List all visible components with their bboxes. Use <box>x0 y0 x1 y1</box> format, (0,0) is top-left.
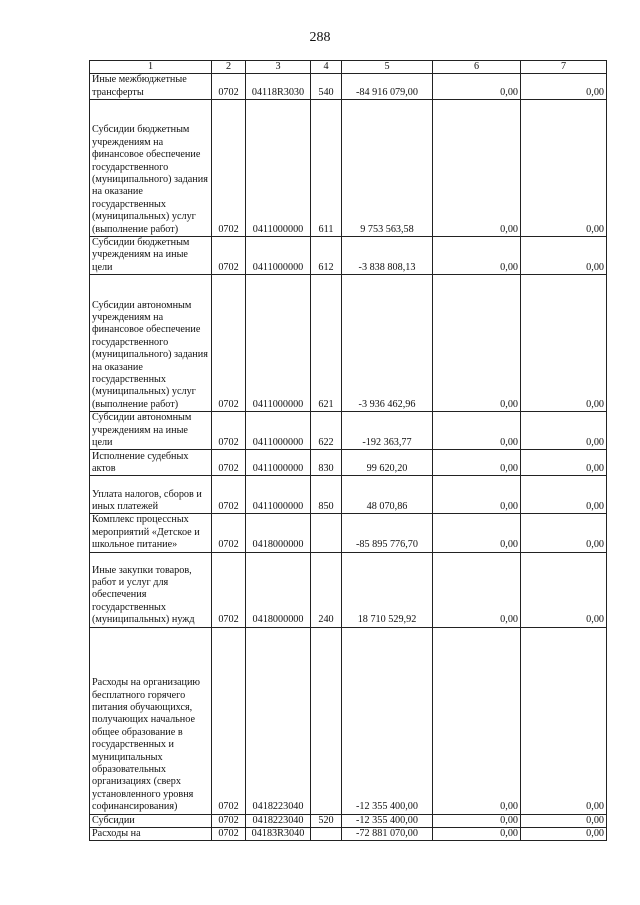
row-type <box>311 514 342 552</box>
row-value-7: 0,00 <box>521 514 607 552</box>
row-name: Субсидии автономным учреждениям на финансовое обеспечение государственного (муниципального) задания на оказание государственных (муниципальных) услуг (выполнение работ) <box>90 275 212 412</box>
row-code: 0418223040 <box>246 814 311 827</box>
row-type: 850 <box>311 476 342 514</box>
row-code: 0411000000 <box>246 275 311 412</box>
row-section: 0702 <box>212 100 246 237</box>
column-header: 2 <box>212 61 246 74</box>
row-value-5: -12 355 400,00 <box>342 814 433 827</box>
row-code: 0411000000 <box>246 412 311 450</box>
column-header: 7 <box>521 61 607 74</box>
row-section: 0702 <box>212 74 246 100</box>
row-value-6: 0,00 <box>433 552 521 627</box>
row-value-5: -12 355 400,00 <box>342 627 433 814</box>
header-row <box>90 61 607 74</box>
row-value-5: -192 363,77 <box>342 412 433 450</box>
row-value-5: -72 881 070,00 <box>342 828 433 841</box>
table-row <box>90 814 607 827</box>
row-section: 0702 <box>212 814 246 827</box>
table-row <box>90 514 607 552</box>
row-type: 611 <box>311 100 342 237</box>
row-section: 0702 <box>212 552 246 627</box>
row-value-5: 48 070,86 <box>342 476 433 514</box>
row-code: 0411000000 <box>246 450 311 476</box>
row-code: 0418000000 <box>246 552 311 627</box>
row-type <box>311 627 342 814</box>
row-value-7: 0,00 <box>521 237 607 275</box>
row-name: Комплекс процессных мероприятий «Детское и школьное питание» <box>90 514 212 552</box>
table-row <box>90 237 607 275</box>
budget-table <box>89 60 607 841</box>
row-name: Субсидии бюджетным учреждениям на финансовое обеспечение государственного (муниципального) задания на оказание государственных (муниципальных) услуг (выполнение работ) <box>90 100 212 237</box>
row-value-6: 0,00 <box>433 450 521 476</box>
row-value-6: 0,00 <box>433 828 521 841</box>
row-name: Уплата налогов, сборов и иных платежей <box>90 476 212 514</box>
row-code: 0411000000 <box>246 476 311 514</box>
row-value-6: 0,00 <box>433 514 521 552</box>
row-value-7: 0,00 <box>521 412 607 450</box>
table-row <box>90 450 607 476</box>
row-value-6: 0,00 <box>433 74 521 100</box>
row-value-7: 0,00 <box>521 552 607 627</box>
row-name: Расходы на организацию бесплатного горячего питания обучающихся, получающих начальное общее образование в государственных и муниципальных образовательных организациях (сверх установленного уровня софинансирования) <box>90 627 212 814</box>
table-row <box>90 74 607 100</box>
row-type: 540 <box>311 74 342 100</box>
row-section: 0702 <box>212 237 246 275</box>
row-value-5: 99 620,20 <box>342 450 433 476</box>
row-code: 0418223040 <box>246 627 311 814</box>
table-row <box>90 828 607 841</box>
row-type: 240 <box>311 552 342 627</box>
row-value-6: 0,00 <box>433 100 521 237</box>
row-value-5: -3 838 808,13 <box>342 237 433 275</box>
row-name: Субсидии автономным учреждениям на иные цели <box>90 412 212 450</box>
row-name: Субсидии бюджетным учреждениям на иные цели <box>90 237 212 275</box>
column-header: 1 <box>90 61 212 74</box>
row-type: 621 <box>311 275 342 412</box>
row-value-6: 0,00 <box>433 627 521 814</box>
row-value-7: 0,00 <box>521 476 607 514</box>
table-row <box>90 275 607 412</box>
row-value-5: -85 895 776,70 <box>342 514 433 552</box>
table-row <box>90 100 607 237</box>
row-value-5: -84 916 079,00 <box>342 74 433 100</box>
row-value-7: 0,00 <box>521 74 607 100</box>
column-header: 5 <box>342 61 433 74</box>
row-name: Иные закупки товаров, работ и услуг для обеспечения государственных (муниципальных) нужд <box>90 552 212 627</box>
row-value-6: 0,00 <box>433 412 521 450</box>
row-name: Расходы на <box>90 828 212 841</box>
row-value-6: 0,00 <box>433 814 521 827</box>
row-code: 0411000000 <box>246 100 311 237</box>
row-name: Иные межбюджетные трансферты <box>90 74 212 100</box>
row-value-5: 18 710 529,92 <box>342 552 433 627</box>
column-header: 6 <box>433 61 521 74</box>
row-type: 612 <box>311 237 342 275</box>
row-section: 0702 <box>212 514 246 552</box>
row-value-7: 0,00 <box>521 828 607 841</box>
row-type: 830 <box>311 450 342 476</box>
table-row <box>90 552 607 627</box>
row-section: 0702 <box>212 412 246 450</box>
row-name: Исполнение судебных актов <box>90 450 212 476</box>
row-value-5: -3 936 462,96 <box>342 275 433 412</box>
table-row <box>90 476 607 514</box>
row-code: 04118R3030 <box>246 74 311 100</box>
row-type: 622 <box>311 412 342 450</box>
row-type <box>311 828 342 841</box>
row-section: 0702 <box>212 828 246 841</box>
row-value-6: 0,00 <box>433 275 521 412</box>
row-value-5: 9 753 563,58 <box>342 100 433 237</box>
row-code: 0418000000 <box>246 514 311 552</box>
page-number: 288 <box>309 30 331 45</box>
row-value-7: 0,00 <box>521 275 607 412</box>
row-value-7: 0,00 <box>521 450 607 476</box>
row-value-7: 0,00 <box>521 627 607 814</box>
row-value-6: 0,00 <box>433 476 521 514</box>
row-code: 04183R3040 <box>246 828 311 841</box>
row-value-6: 0,00 <box>433 237 521 275</box>
row-section: 0702 <box>212 450 246 476</box>
row-section: 0702 <box>212 627 246 814</box>
row-code: 0411000000 <box>246 237 311 275</box>
table-row <box>90 412 607 450</box>
row-value-7: 0,00 <box>521 100 607 237</box>
row-type: 520 <box>311 814 342 827</box>
row-value-7: 0,00 <box>521 814 607 827</box>
column-header: 3 <box>246 61 311 74</box>
row-name: Субсидии <box>90 814 212 827</box>
table-row <box>90 627 607 814</box>
row-section: 0702 <box>212 476 246 514</box>
row-section: 0702 <box>212 275 246 412</box>
column-header: 4 <box>311 61 342 74</box>
